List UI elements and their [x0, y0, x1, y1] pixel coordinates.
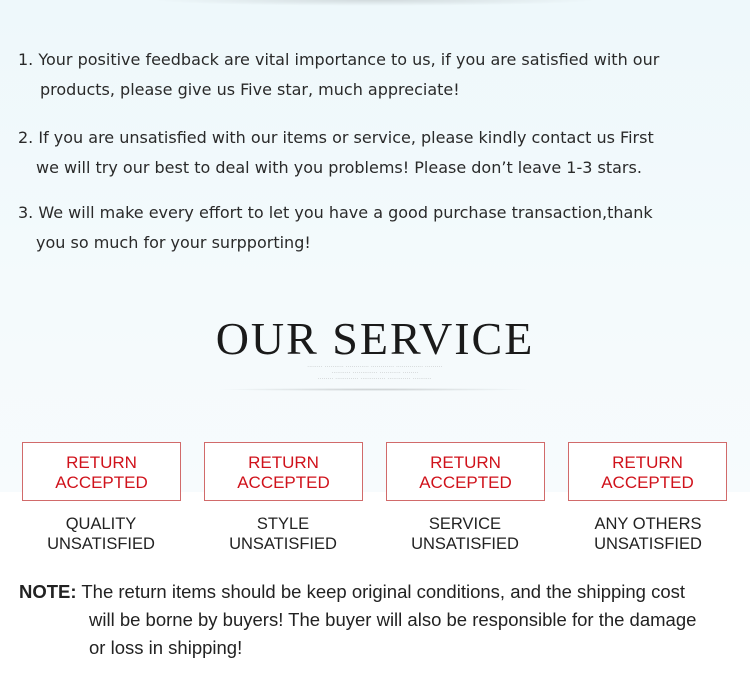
return-card-style: [204, 442, 363, 501]
feedback-item-3: [18, 198, 738, 258]
service-divider: [215, 388, 535, 391]
feedback-item-3-line2: you so much for your surpporting!: [36, 233, 311, 252]
note-label: NOTE:: [19, 581, 77, 602]
feedback-item-2-line1: 2. If you are unsatisfied with our items or service, please kindly contact us First: [18, 128, 654, 147]
note-line2: will be borne by buyers! The buyer will also be responsible for the damage: [89, 609, 697, 630]
condition-quality: [21, 514, 181, 554]
feedback-item-2-line2: we will try our best to deal with you problems! Please don’t leave 1-3 stars.: [36, 158, 642, 177]
feedback-item-1-line1: 1. Your positive feedback are vital importance to us, if you are satisfied with our: [18, 50, 660, 69]
return-card-line1: RETURN: [612, 453, 683, 472]
note-line3: or loss in shipping!: [89, 637, 243, 658]
condition-line2: UNSATISFIED: [411, 535, 519, 553]
condition-line1: QUALITY: [65, 515, 137, 533]
condition-line2: UNSATISFIED: [229, 535, 337, 553]
service-decorative-fine-print: ········ ·········· ············ ············ ·············· ········· ·········· ············· ··········· ········ ········ ············ ············· ············ ··········: [307, 365, 443, 382]
condition-line1: STYLE: [256, 515, 310, 533]
return-card-line2: ACCEPTED: [419, 473, 512, 492]
return-card-any-others: [568, 442, 727, 501]
return-card-line1: RETURN: [248, 453, 319, 472]
service-title: OUR SERVICE: [215, 313, 535, 364]
return-card-line2: ACCEPTED: [237, 473, 330, 492]
condition-line2: UNSATISFIED: [594, 535, 702, 553]
feedback-item-1: [18, 45, 738, 105]
feedback-item-2: [18, 123, 738, 183]
return-card-line2: ACCEPTED: [601, 473, 694, 492]
return-card-line1: RETURN: [430, 453, 501, 472]
condition-line1: SERVICE: [428, 515, 502, 533]
top-divider-shadow: [150, 0, 600, 6]
return-card-quality: [22, 442, 181, 501]
condition-line1: ANY OTHERS: [594, 515, 702, 533]
condition-style: [203, 514, 363, 554]
feedback-item-3-line1: 3. We will make every effort to let you have a good purchase transaction,thank: [18, 203, 653, 222]
feedback-item-1-line2: products, please give us Five star, much appreciate!: [40, 80, 460, 99]
return-card-line1: RETURN: [66, 453, 137, 472]
return-card-service: [386, 442, 545, 501]
return-card-line2: ACCEPTED: [55, 473, 148, 492]
condition-service: [385, 514, 545, 554]
condition-any-others: [568, 514, 728, 554]
note-line1: The return items should be keep original conditions, and the shipping cost: [76, 581, 686, 602]
condition-line2: UNSATISFIED: [47, 535, 155, 553]
return-note: [19, 578, 739, 662]
